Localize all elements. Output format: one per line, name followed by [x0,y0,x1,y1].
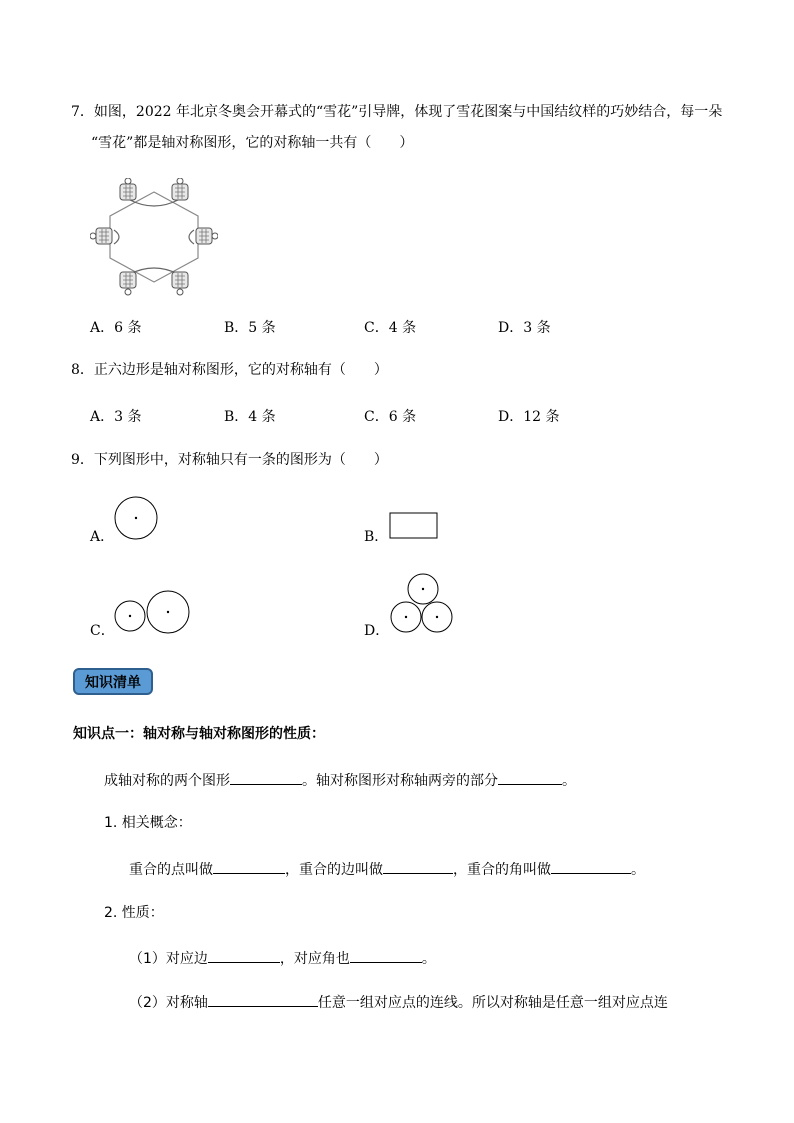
blank-7 [350,946,422,963]
snowflake-knot-figure [90,178,218,296]
line-a-part2: 。轴对称图形对称轴两旁的部分 [302,773,498,789]
q7-line1: 7．如图，2022 年北京冬奥会开幕式的“雪花”引导牌，体现了雪花图案与中国结纹样的巧妙结合，每一朵 [71,104,723,120]
q8-option-d: D．12 条 [498,409,560,425]
knowledge-line-d [129,990,668,1012]
blank-8 [208,990,318,1007]
single-circle-figure [113,495,159,541]
line-a-part3: 。 [562,773,576,789]
knowledge-line-c [129,946,436,968]
blank-5 [551,857,631,874]
q7-option-b: B．5 条 [224,320,276,336]
line-c-part3: 。 [421,951,436,967]
q9-option-b: B． [364,529,389,545]
blank-2 [498,768,562,785]
knowledge-list-badge: 知识清单 [73,668,153,695]
blank-3 [213,857,285,874]
line-d-part1: （2）对称轴 [129,995,208,1011]
line-b-part2: ，重合的边叫做 [285,862,383,878]
q7-line2: “雪花”都是轴对称图形，它的对称轴一共有（ ） [91,135,414,151]
q7-option-c: C．4 条 [364,320,417,336]
blank-6 [208,946,280,963]
line-b-part4: 。 [631,862,645,878]
line-c-part1: （1）对应边 [129,951,208,967]
q8-option-b: B．4 条 [224,409,276,425]
line-b-part3: ，重合的角叫做 [453,862,551,878]
line-d-part2: 任意一组对应点的连线。所以对称轴是任意一组对应点连 [317,995,668,1011]
q9-text: 9．下列图形中，对称轴只有一条的图形为（ ） [71,452,388,468]
q9-option-d: D． [364,623,390,639]
q7-option-a: A．6 条 [90,320,142,336]
line-c-part2: ，对应角也 [279,951,350,967]
q8-option-a: A．3 条 [90,409,142,425]
rectangle-figure [388,511,440,541]
properties-heading: 2. 性质： [104,905,164,921]
line-b-part1: 重合的点叫做 [129,862,213,878]
two-circles-figure [113,590,193,636]
q8-text: 8．正六边形是轴对称图形，它的对称轴有（ ） [71,362,388,378]
knowledge-line-b [129,857,645,879]
line-a-part1: 成轴对称的两个图形 [104,773,230,789]
q9-option-a: A． [90,529,115,545]
knowledge-point-title: 知识点一：轴对称与轴对称图形的性质： [73,726,325,742]
blank-4 [383,857,453,874]
q8-option-c: C．6 条 [364,409,417,425]
q7-option-d: D．3 条 [498,320,551,336]
blank-1 [230,768,302,785]
three-circles-figure [388,572,456,636]
q9-option-c: C． [90,623,115,639]
knowledge-line-a [104,768,576,790]
concepts-heading: 1. 相关概念： [104,815,192,831]
